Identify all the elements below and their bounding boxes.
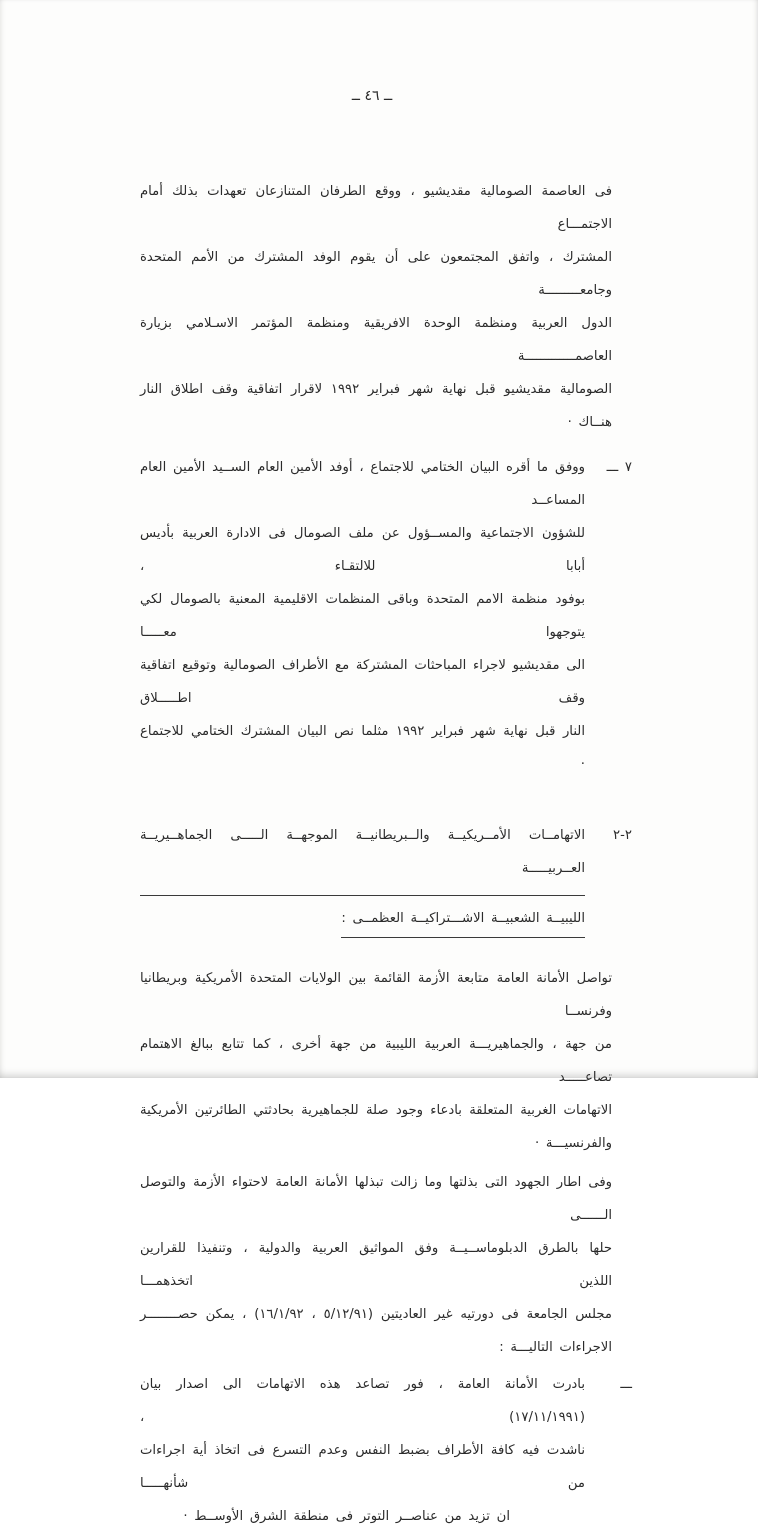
paragraph-somalia-continuation — [140, 175, 632, 439]
bullet-item-statement — [140, 1368, 632, 1533]
page-number: ــ ٤٦ ــ — [351, 88, 393, 104]
bullet-statement-text — [140, 1368, 585, 1533]
section-number: ٢-٢ — [613, 828, 632, 843]
section-title-line-2: الليبيــة الشعبيــة الاشـــتراكيــة العظمــى : — [341, 906, 585, 938]
text-line: المشترك ، واتفق المجتمعون على أن يقوم الوفد المشترك من الأمم المتحدة وجامعـــــــــة — [140, 250, 612, 298]
section-title — [140, 819, 585, 938]
text-line: ان تزيد من عناصــر التوتر فى منطقة الشرق الأوســط · — [183, 1509, 510, 1524]
paragraph-libya-crisis-intro — [140, 962, 632, 1160]
text-line: النار قبل نهاية شهر فبراير ١٩٩٢ مثلما نص البيان المشترك الختامي للاجتماع · — [140, 724, 585, 772]
text-line: الصومالية مقديشيو قبل نهاية شهر فبراير ١٩٩٢ لاقرار اتفاقية وقف اطلاق النار هنــاك · — [140, 382, 612, 430]
item-7-text — [140, 451, 585, 781]
text-line: بادرت الأمانة العامة ، فور تصاعد هذه الاتهامات الى اصدار بيان (١٧/١١/١٩٩١) ، — [140, 1377, 585, 1425]
text-line: الدول العربية ومنظمة الوحدة الافريقية ومنظمة المؤتمر الاسـلامي بزيارة العاصمـــــــــــــة — [140, 316, 612, 364]
text-line: تواصل الأمانة العامة متابعة الأزمة القائمة بين الولايات المتحدة الأمريكية وبريطانيا وفرنســا — [140, 971, 612, 1019]
text-line: وفى اطار الجهود التى بذلتها وما زالت تبذلها الأمانة العامة لاحتواء الأزمة والتوصل الــــــى — [140, 1175, 612, 1223]
text-line: فى العاصمة الصومالية مقديشيو ، ووقع الطرفان المتنازعان تعهدات بذلك أمام الاجتمـــاع — [140, 184, 612, 232]
text-line: من جهة ، والجماهيريـــة العربية الليبية من جهة أخرى ، كما تتابع ببالغ الاهتمام تصاعـــــد — [140, 1037, 612, 1085]
text-line: الى مقديشيو لاجراء المباحثات المشتركة مع الأطراف الصومالية وتوقيع اتفاقية وقف اطـــــلاق — [140, 658, 585, 706]
text-line: بوفود منظمة الامم المتحدة وباقى المنظمات الاقليمية المعنية بالصومال لكي يتوجهوا معـــــا — [140, 592, 585, 640]
section-heading-2-2 — [140, 819, 632, 938]
section-title-line-1: الاتهامــات الأمــريكيــة والــبريطانيــة الموجهــة الـــــى الجماهــيريــة العــربيـــــة — [140, 819, 585, 896]
bullet-dash-marker: ـــ — [620, 1377, 632, 1392]
item-7-number-marker: ٧ ـــ — [606, 460, 632, 475]
document-content — [140, 0, 632, 1533]
text-line: مجلس الجامعة فى دورتيه غير العاديتين (٥/١٢/٩١ ، ١٦/١/٩٢) ، يمكن حصــــــــر — [140, 1307, 612, 1322]
text-line: ناشدت فيه كافة الأطراف بضبط النفس وعدم التسرع فى اتخاذ أية اجراءات من شأنهـــــا — [140, 1443, 585, 1491]
text-line: للشؤون الاجتماعية والمســؤول عن ملف الصومال فى الادارة العربية بأديس أبابا للالتقـاء ، — [140, 526, 585, 574]
numbered-item-7 — [140, 451, 632, 781]
section-title-line-2-wrap — [140, 902, 585, 938]
text-line: ووفق ما أقره البيان الختامي للاجتماع ، أوفد الأمين العام الســيد الأمين العام المساعــد — [140, 460, 585, 508]
text-line: الاجراءات التاليـــة : — [499, 1340, 612, 1355]
paragraph-libya-efforts — [140, 1166, 632, 1364]
text-line: حلها بالطرق الدبلوماســيــة وفق المواثيق العربية والدولية ، وتنفيذا للقرارين اللذين اتخذهمـــا — [140, 1241, 612, 1289]
text-line: الاتهامات الغربية المتعلقة بادعاء وجود صلة للجماهيرية بحادثتي الطائرتين الأمريكية والفرنسيـــة · — [140, 1103, 612, 1151]
